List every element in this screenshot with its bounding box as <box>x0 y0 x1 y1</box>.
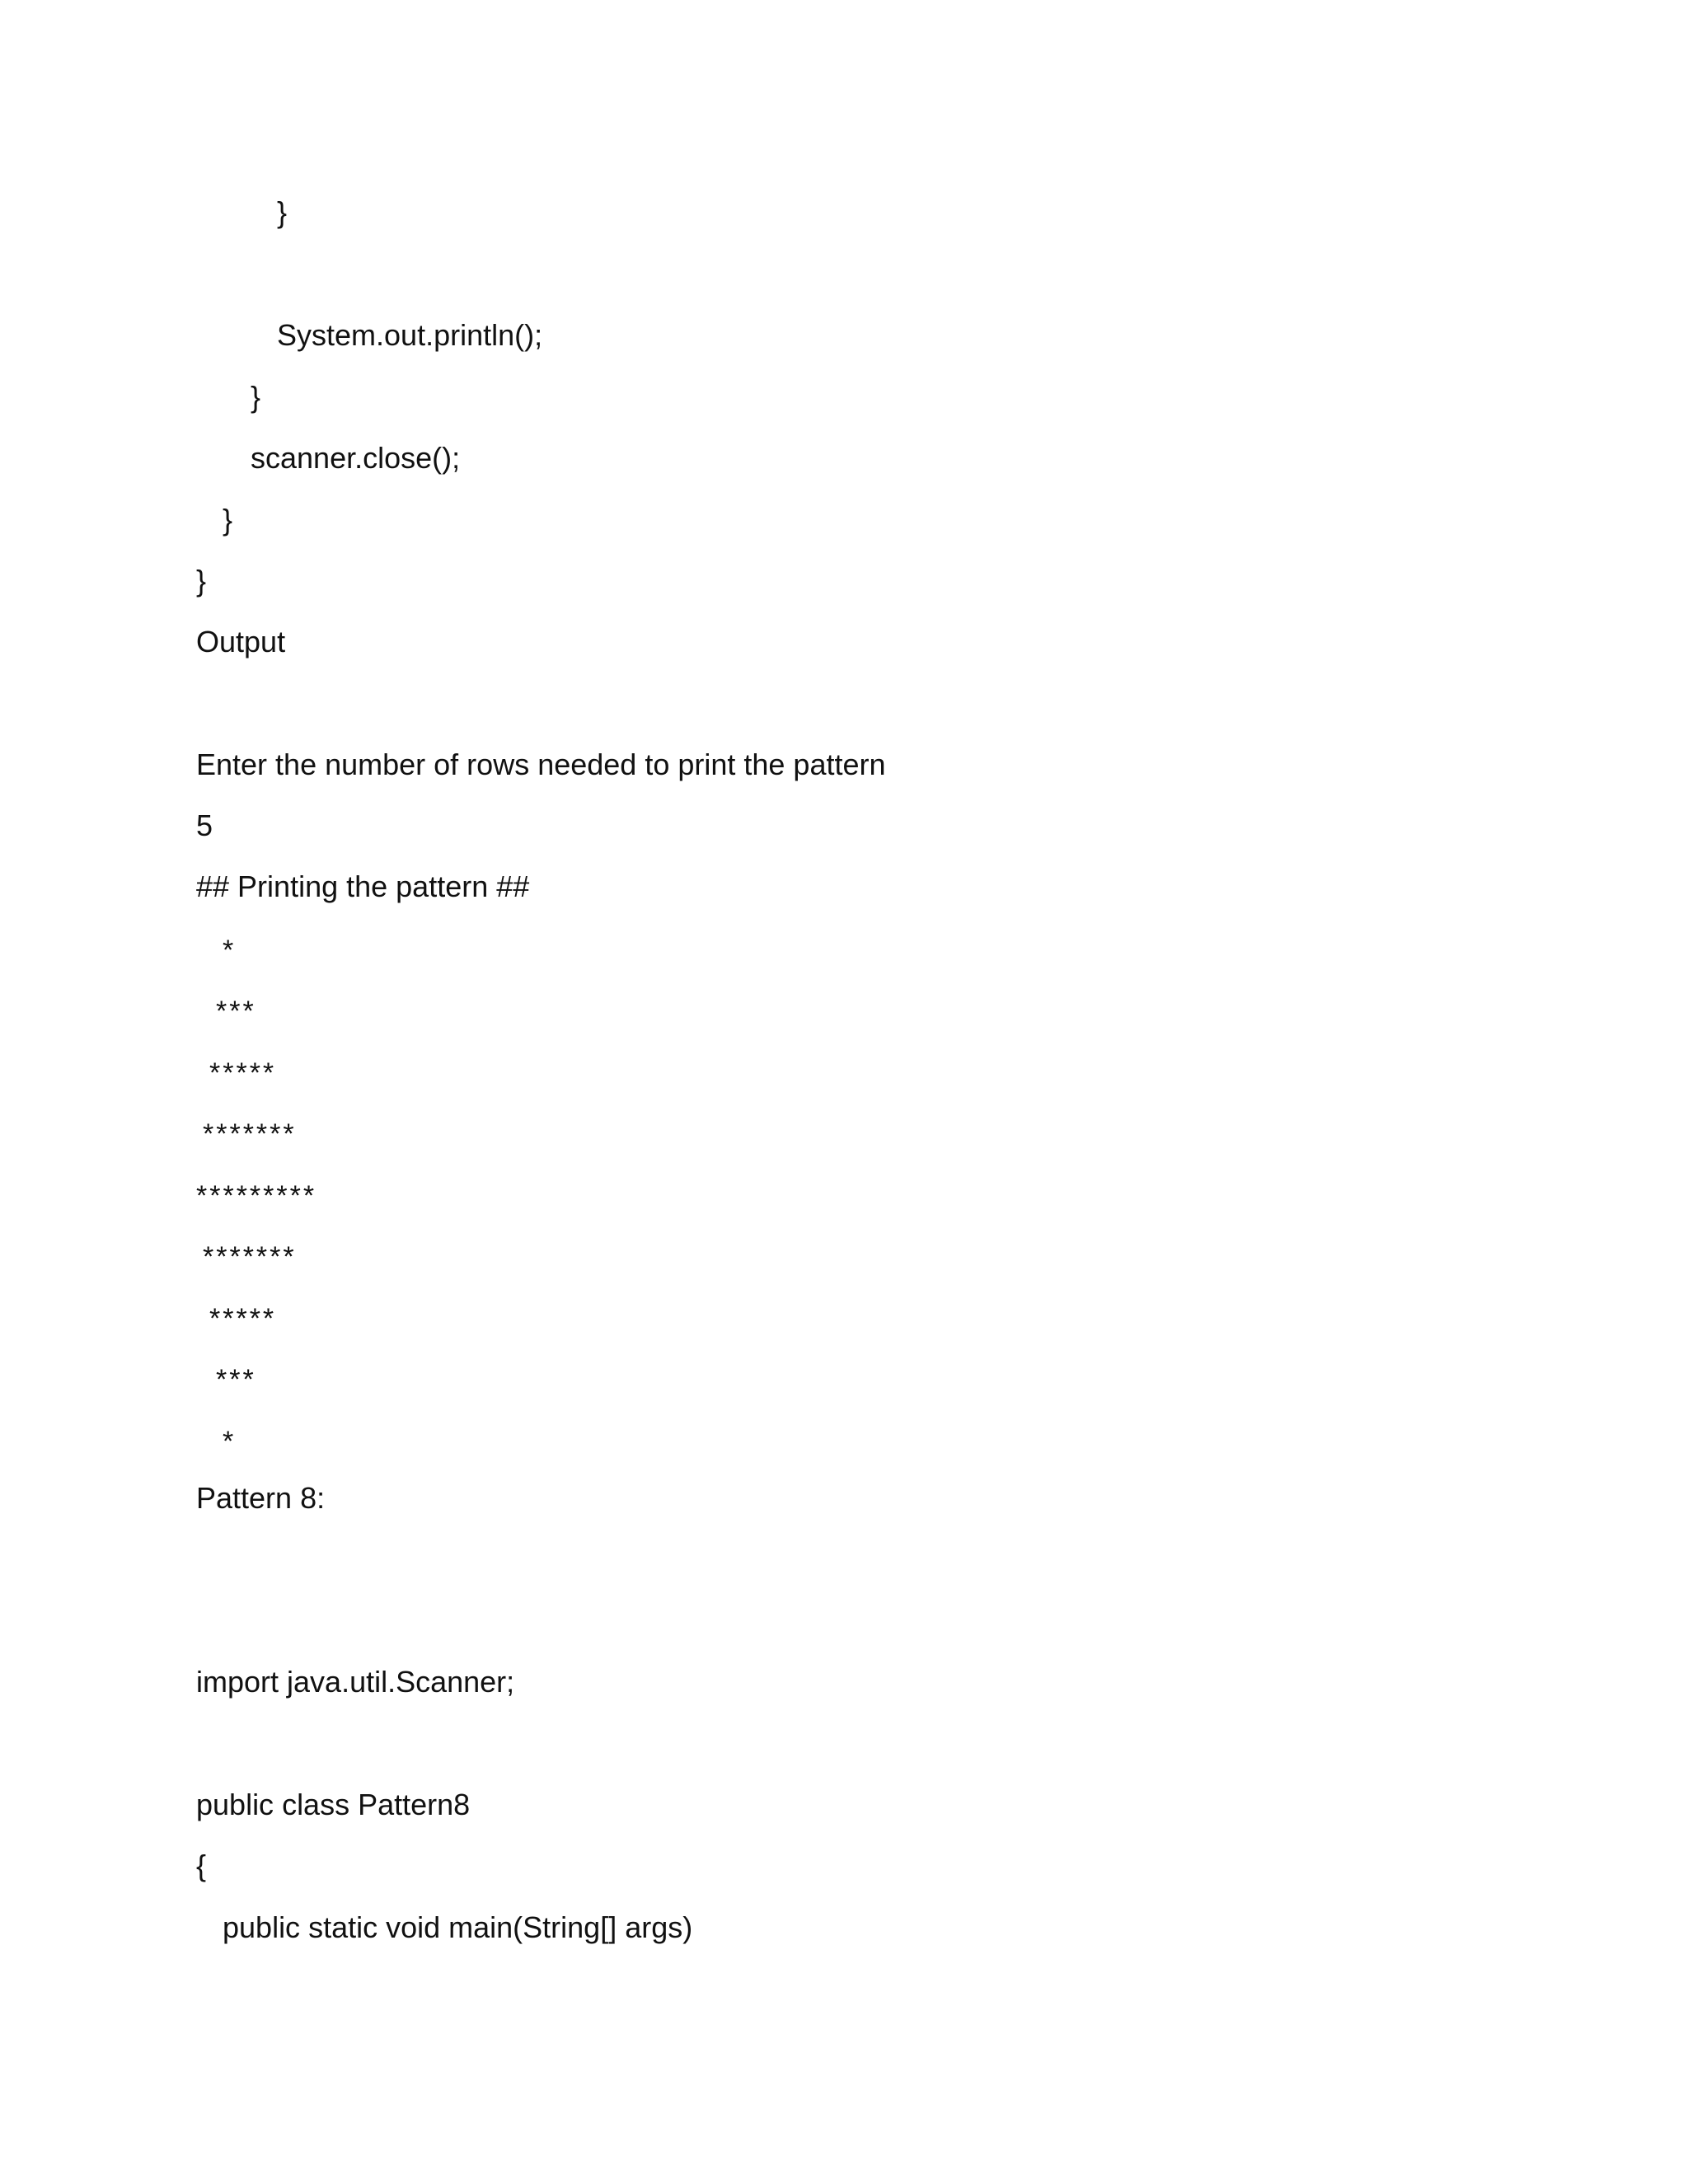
pattern-line: ******* <box>203 1241 297 1272</box>
pattern-line: ***** <box>209 1057 277 1089</box>
code-line-class-decl: public class Pattern8 <box>196 1788 471 1821</box>
pattern-line: *** <box>216 1364 256 1395</box>
pattern-line: * <box>223 1426 237 1457</box>
output-heading: Output <box>196 625 286 658</box>
pattern-line: ******* <box>203 1118 297 1150</box>
pattern-line: * <box>223 935 237 966</box>
code-line-main-decl: public static void main(String[] args) <box>223 1910 693 1944</box>
pattern-line: ***** <box>209 1303 277 1334</box>
output-banner: ## Printing the pattern ## <box>196 869 530 903</box>
section-title: Pattern 8: <box>196 1481 326 1515</box>
output-input-value: 5 <box>196 808 213 842</box>
code-line-brace-method: } <box>223 503 233 537</box>
code-line-brace-loop: } <box>251 380 261 414</box>
code-line-scanner-close: scanner.close(); <box>251 441 461 475</box>
output-prompt: Enter the number of rows needed to print the pattern <box>196 748 886 781</box>
pattern-line: *** <box>216 996 256 1027</box>
pattern-line: ********* <box>196 1180 317 1212</box>
code-line-brace-class: } <box>196 564 207 598</box>
code-line-println: System.out.println(); <box>277 318 543 352</box>
code-line-brace-inner: } <box>277 195 288 229</box>
code-line-open-brace: { <box>196 1849 207 1882</box>
code-line-import: import java.util.Scanner; <box>196 1665 515 1699</box>
